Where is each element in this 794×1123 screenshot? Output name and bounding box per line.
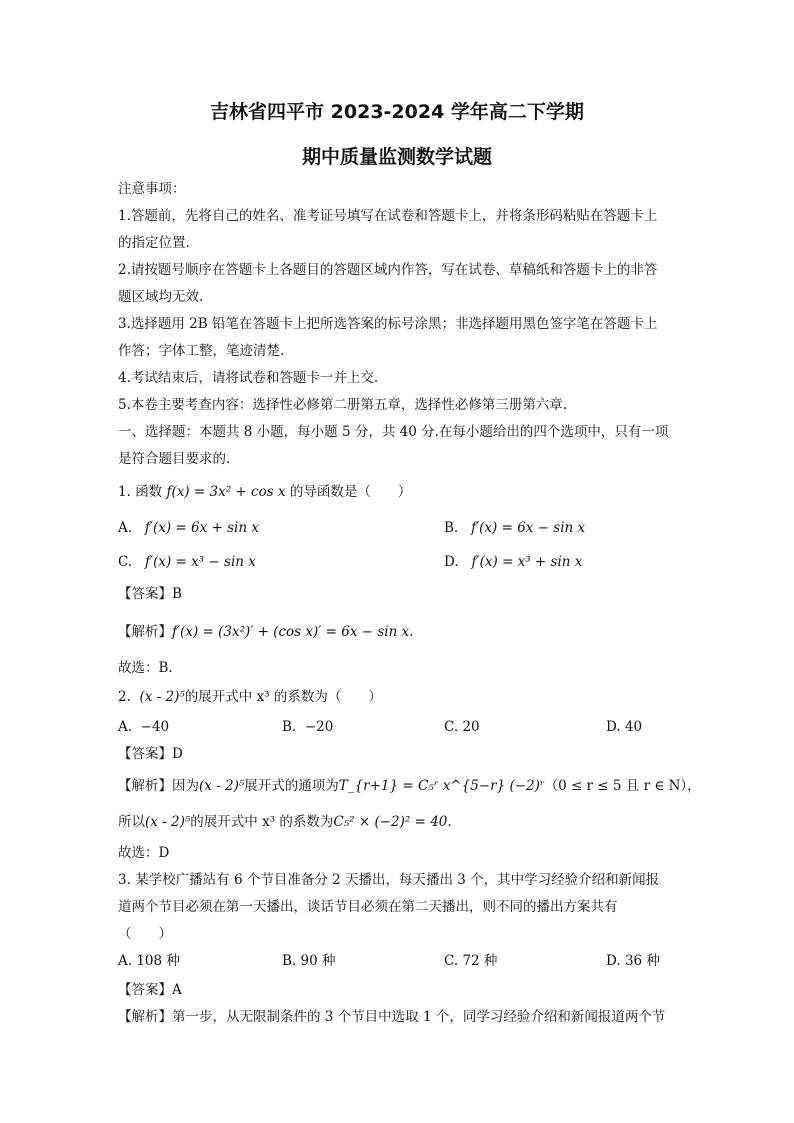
analysis-tag: 【解析】 bbox=[118, 778, 172, 794]
question-3-analysis bbox=[118, 1008, 665, 1026]
question-3-stem-line-2: 道两个节目必须在第一天播出，谈话节目必须在第二天播出，则不同的播出方案共有 bbox=[118, 899, 618, 915]
question-1-option-b bbox=[444, 519, 585, 537]
question-3-stem-line-3: （ ） bbox=[118, 926, 172, 942]
question-2-number: 2. bbox=[118, 689, 131, 705]
note-5: 5.本卷主要考查内容：选择性必修第二册第五章，选择性必修第三册第六章. bbox=[118, 397, 568, 413]
question-1-number: 1. bbox=[118, 484, 131, 500]
option-d-text: 40 bbox=[624, 719, 643, 735]
coefficient-formula: C₅² × (−2)² = 40 bbox=[333, 814, 448, 830]
answer-value: A bbox=[172, 982, 182, 998]
note-3-line-1: 3.选择题用 2B 铅笔在答题卡上把所选答案的标号涂黑；非选择题用黑色签字笔在答题卡上 bbox=[118, 316, 658, 332]
option-a-label: A. bbox=[118, 520, 133, 536]
analysis-expression: (x - 2)⁵ bbox=[145, 814, 191, 830]
analysis-end: . bbox=[447, 814, 452, 830]
option-b-text: −20 bbox=[304, 719, 334, 735]
question-2-analysis-line-1 bbox=[118, 777, 701, 795]
analysis-text: 的展开式中 x³ 的系数为 bbox=[190, 814, 334, 830]
question-3-option-a bbox=[118, 952, 180, 970]
question-2-stem bbox=[118, 688, 382, 706]
option-b-text: 90 种 bbox=[300, 953, 336, 969]
question-1-option-a bbox=[118, 519, 259, 537]
question-3-option-d bbox=[606, 952, 660, 970]
note-1-line-2: 的指定位置. bbox=[118, 235, 190, 251]
question-3-answer bbox=[118, 981, 182, 999]
note-1-line-1: 1.答题前，先将自己的姓名、准考证号填写在试卷和答题卡上，并将条形码粘贴在答题卡上 bbox=[118, 208, 658, 224]
option-a-text: −40 bbox=[140, 719, 170, 735]
option-a-text: 108 种 bbox=[136, 953, 180, 969]
option-d-text: 36 种 bbox=[624, 953, 660, 969]
note-2-line-1: 2.请按题号顺序在答题卡上各题目的答题区域内作答，写在试卷、草稿纸和答题卡上的非答 bbox=[118, 262, 658, 278]
option-b-text: f′(x) = 6x − sin x bbox=[471, 520, 586, 536]
analysis-text: 因为 bbox=[172, 778, 199, 794]
question-2-option-d bbox=[606, 718, 642, 736]
question-1-answer bbox=[118, 585, 182, 603]
option-b-label: B. bbox=[282, 953, 297, 969]
option-a-label: A. bbox=[118, 719, 133, 735]
option-c-text: f′(x) = x³ − sin x bbox=[145, 554, 256, 570]
option-b-label: B. bbox=[282, 719, 297, 735]
analysis-text: 第一步，从无限制条件的 3 个节目中选取 1 个，同学习经验介绍和新闻报道两个节 bbox=[172, 1009, 666, 1025]
notes-heading: 注意事项： bbox=[118, 181, 186, 197]
question-2-option-c bbox=[444, 718, 480, 736]
question-1-function-expression: f(x) = 3x² + cos x bbox=[166, 484, 286, 500]
question-1-option-d bbox=[444, 553, 582, 571]
question-2-conclusion: 故选：D bbox=[118, 845, 170, 861]
question-2-option-a bbox=[118, 718, 169, 736]
section-1-heading-line-1: 一、选择题：本题共 8 小题，每小题 5 分，共 40 分.在每小题给出的四个选项中，只有一项 bbox=[118, 424, 669, 440]
question-1-stem-pre: 函数 bbox=[135, 484, 163, 500]
option-c-label: C. bbox=[118, 554, 133, 570]
option-d-text: f′(x) = x³ + sin x bbox=[471, 554, 583, 570]
analysis-tag: 【解析】 bbox=[118, 1009, 172, 1025]
question-3-option-b bbox=[282, 952, 336, 970]
question-2-analysis-line-2 bbox=[118, 813, 452, 831]
question-3-option-c bbox=[444, 952, 497, 970]
note-4: 4.考试结束后，请将试卷和答题卡一并上交. bbox=[118, 370, 379, 386]
question-1-analysis: 【解析】f′(x) = (3x²)′ + (cos x)′ = 6x − sin x. bbox=[118, 624, 414, 640]
answer-tag: 【答案】 bbox=[118, 982, 172, 998]
answer-tag: 【答案】 bbox=[118, 746, 172, 762]
analysis-text: 所以 bbox=[118, 814, 145, 830]
option-c-text: 72 种 bbox=[462, 953, 498, 969]
question-1-stem bbox=[118, 483, 411, 501]
question-1-conclusion: 故选：B. bbox=[118, 660, 173, 676]
answer-value: B bbox=[172, 586, 182, 602]
option-a-label: A. bbox=[118, 953, 133, 969]
question-2-option-b bbox=[282, 718, 333, 736]
section-1-heading-line-2: 是符合题目要求的. bbox=[118, 451, 231, 467]
answer-value: D bbox=[172, 746, 183, 762]
general-term-formula: T_{r+1} = C₅ʳ x^{5−r} (−2)ʳ bbox=[338, 778, 545, 794]
document-title: 吉林省四平市 2023-2024 学年高二下学期 bbox=[210, 101, 584, 123]
analysis-text: 展开式的通项为 bbox=[244, 778, 339, 794]
analysis-tag: 【解析】 bbox=[118, 624, 172, 640]
note-3-line-2: 作答；字体工整，笔迹清楚. bbox=[118, 343, 285, 359]
option-d-label: D. bbox=[606, 953, 621, 969]
option-d-label: D. bbox=[606, 719, 621, 735]
question-2-stem-post: 的展开式中 x³ 的系数为（ ） bbox=[184, 689, 382, 705]
option-a-text: f′(x) = 6x + sin x bbox=[144, 520, 259, 536]
answer-tag: 【答案】 bbox=[118, 586, 172, 602]
document-subtitle: 期中质量监测数学试题 bbox=[301, 146, 492, 168]
question-2-answer bbox=[118, 745, 183, 763]
option-b-label: B. bbox=[444, 520, 459, 536]
question-1-stem-post: 的导函数是（ ） bbox=[289, 484, 412, 500]
analysis-formula: f′(x) = (3x²)′ + (cos x)′ = 6x − sin x bbox=[172, 624, 410, 640]
note-2-line-2: 题区域均无效. bbox=[118, 289, 204, 305]
analysis-condition: （0 ≤ r ≤ 5 且 r ∈ N）， bbox=[544, 778, 701, 794]
question-3-stem-line-1: 3. 某学校广播站有 6 个节目准备分 2 天播出，每天播出 3 个，其中学习经验介绍和新闻报 bbox=[118, 872, 660, 888]
option-d-label: D. bbox=[444, 554, 459, 570]
question-2-expression: (x - 2)⁵ bbox=[139, 689, 185, 705]
question-1-option-c bbox=[118, 553, 256, 571]
option-c-label: C. bbox=[444, 953, 459, 969]
option-c-text: 20 bbox=[462, 719, 480, 735]
analysis-expression: (x - 2)⁵ bbox=[199, 778, 245, 794]
option-c-label: C. bbox=[444, 719, 459, 735]
